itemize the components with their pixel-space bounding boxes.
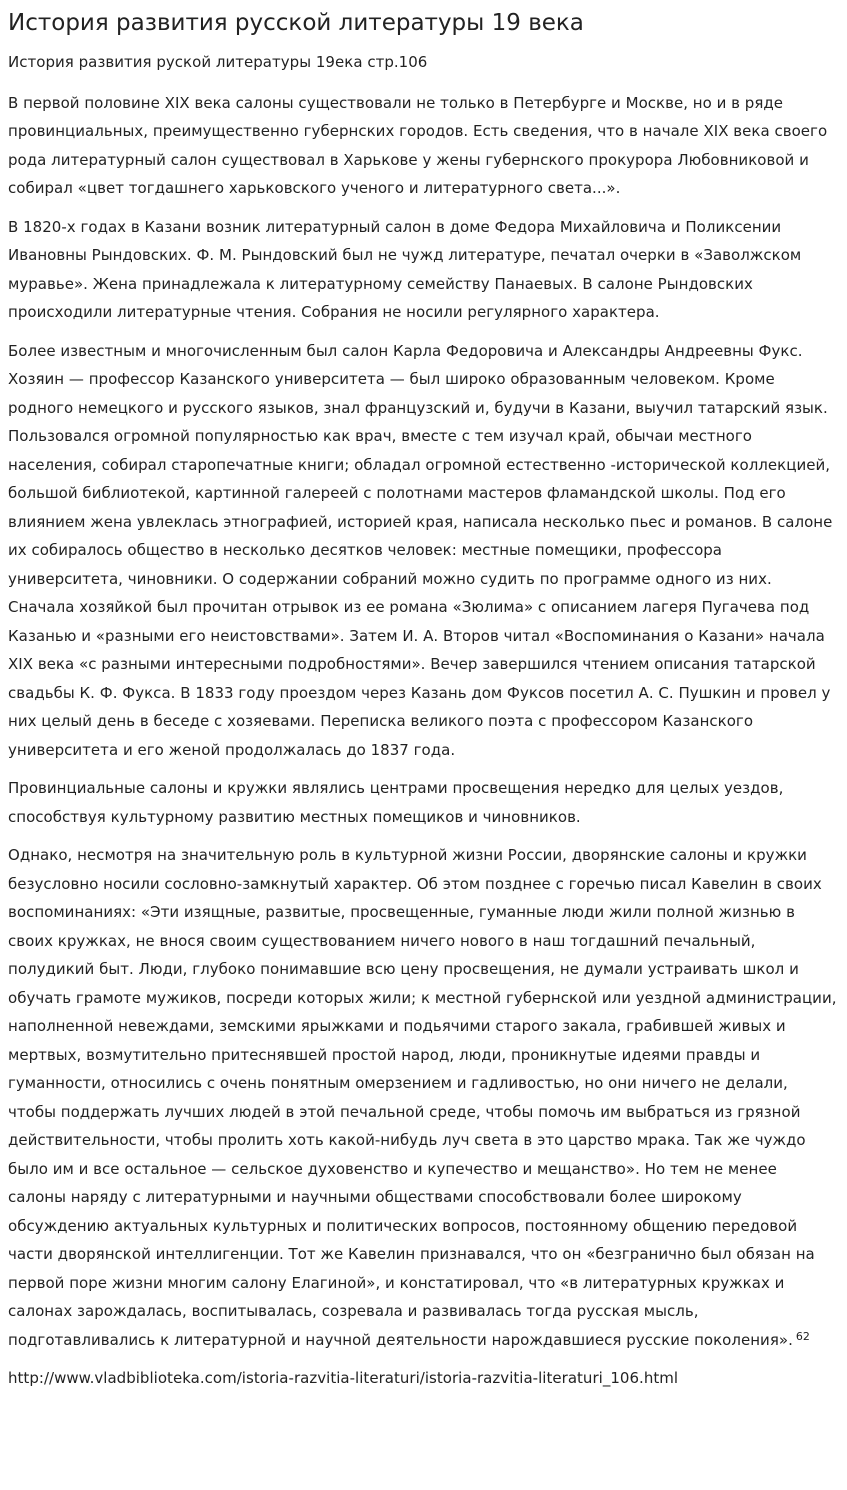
- paragraph-kavelin-memoirs: [8, 841, 839, 1354]
- paragraph-enlightenment-centers: Провинциальные салоны и кружки являлись центрами просвещения нередко для целых уездов, способствуя культурному развитию местных помещиков и чиновников.: [8, 779, 784, 826]
- paragraph-ryndovsky-salon: В 1820-х годах в Казани возник литературный салон в доме Федора Михайловича и Поликсении Ивановны Рындовских. Ф. М. Рындовский был не чужд литературе, печатал очерки в «Заволжском муравье». Жена принадлежала к литературному семейству Панаевых. В салоне Рындовских происходили литературные чтения. Собрания не носили регулярного характера.: [8, 217, 802, 321]
- footnote-ref[interactable]: 62: [795, 1329, 810, 1343]
- paragraph-fuks-salon: Более известным и многочисленным был салон Карла Федоровича и Александры Андреевны Фукс. Хозяин — профессор Казанского университета — был широко образованным человеком. Кроме родного немецкого и русского языков, знал французский и, будучи в Казани, выучил татарский язык. Пользовался огромной популярностью как врач, вместе с тем изучал край, обычаи местного населения, собирал старопечатные книги; обладал огромной естественно -исторической коллекцией, большой библиотекой, картинной галереей с полотнами мастеров фламандской школы. Под его влиянием жена увлеклась этнографией, историей края, написала несколько пьес и романов. В салоне их собиралось общество в несколько десятков человек: местные помещики, профессора университета, чиновники. О содержании собраний можно судить по программе одного из них. Сначала хозяйкой был прочитан отрывок из ее романа «Зюлима» с описанием лагеря Пугачева под Казанью и «разными его неистовствами». Затем И. А. Второв читал «Воспоминания о Казани» начала XIX века «с разными интересными подробностями». Вечер завершился чтением описания татарской свадьбы К. Ф. Фукса. В 1833 году проездом через Казань дом Фуксов посетил А. С. Пушкин и провел у них целый день в беседе с хозяевами. Переписка великого поэта с профессором Казанского университета и его женой продолжалась до 1837 года.: [8, 341, 833, 759]
- source-link[interactable]: http://www.vladbiblioteka.com/istoria-razvitia-literaturi/istoria-razvitia-literaturi_106.html: [8, 1369, 679, 1387]
- paragraph-kavelin-text: Однако, несмотря на значительную роль в культурной жизни России, дворянские салоны и кружки безусловно носили сословно-замкнутый характер. Об этом позднее с горечью писал Кавелин в своих воспоминаниях: «Эти изящные, развитые, просвещенные, гуманные люди жили полной жизнью в своих кружках, не внося своим существованием ничего нового в наш тогдашний печальный, полудикий быт. Люди, глубоко понимавшие всю цену просвещения, не думали устраивать школ и обучать грамоте мужиков, посреди которых жили; к местной губернской или уездной администрации, наполненной невеждами, земскими ярыжками и подьячими старого закала, грабившей живых и мертвых, возмутительно притеснявшей простой народ, люди, проникнутые идеями правды и гуманности, относились с очень понятным омерзением и гадливостью, но они ничего не делали, чтобы поддержать лучших людей в этой печальной среде, чтобы помочь им выбраться из грязной действительности, чтобы пролить хоть какой-нибудь луч света в это царство мрака. Так же чуждо было им и все остальное — сельское духовенство и купечество и мещанство». Но тем не менее салоны наряду с литературными и научными обществами способствовали более широкому обсуждению актуальных культурных и политических вопросов, постоянному общению передовой части дворянской интеллигенции. Тот же Кавелин признавался, что он «безгранично был обязан на первой поре жизни многим салону Елагиной», и констатировал, что «в литературных кружках и салонах зарождалась, воспитывалась, созревала и развивалась тогда русская мысль, подготавливались к литературной и научной деятельности нарождавшиеся русские поколения».: [8, 846, 837, 1349]
- article-subtitle: История развития руской литературы 19ека стр.106: [8, 53, 428, 71]
- paragraph-provincial-salons: В первой половине XIX века салоны существовали не только в Петербурге и Москве, но и в ряде провинциальных, преимущественно губернских городов. Есть сведения, что в начале XIX века своего рода литературный салон существовал в Харькове у жены губернского прокурора Любовниковой и собирал «цвет тогдашнего харьковского ученого и литературного света...».: [8, 93, 828, 197]
- source-line: [8, 1364, 839, 1393]
- page-title: История развития русской литературы 19 века: [8, 10, 584, 36]
